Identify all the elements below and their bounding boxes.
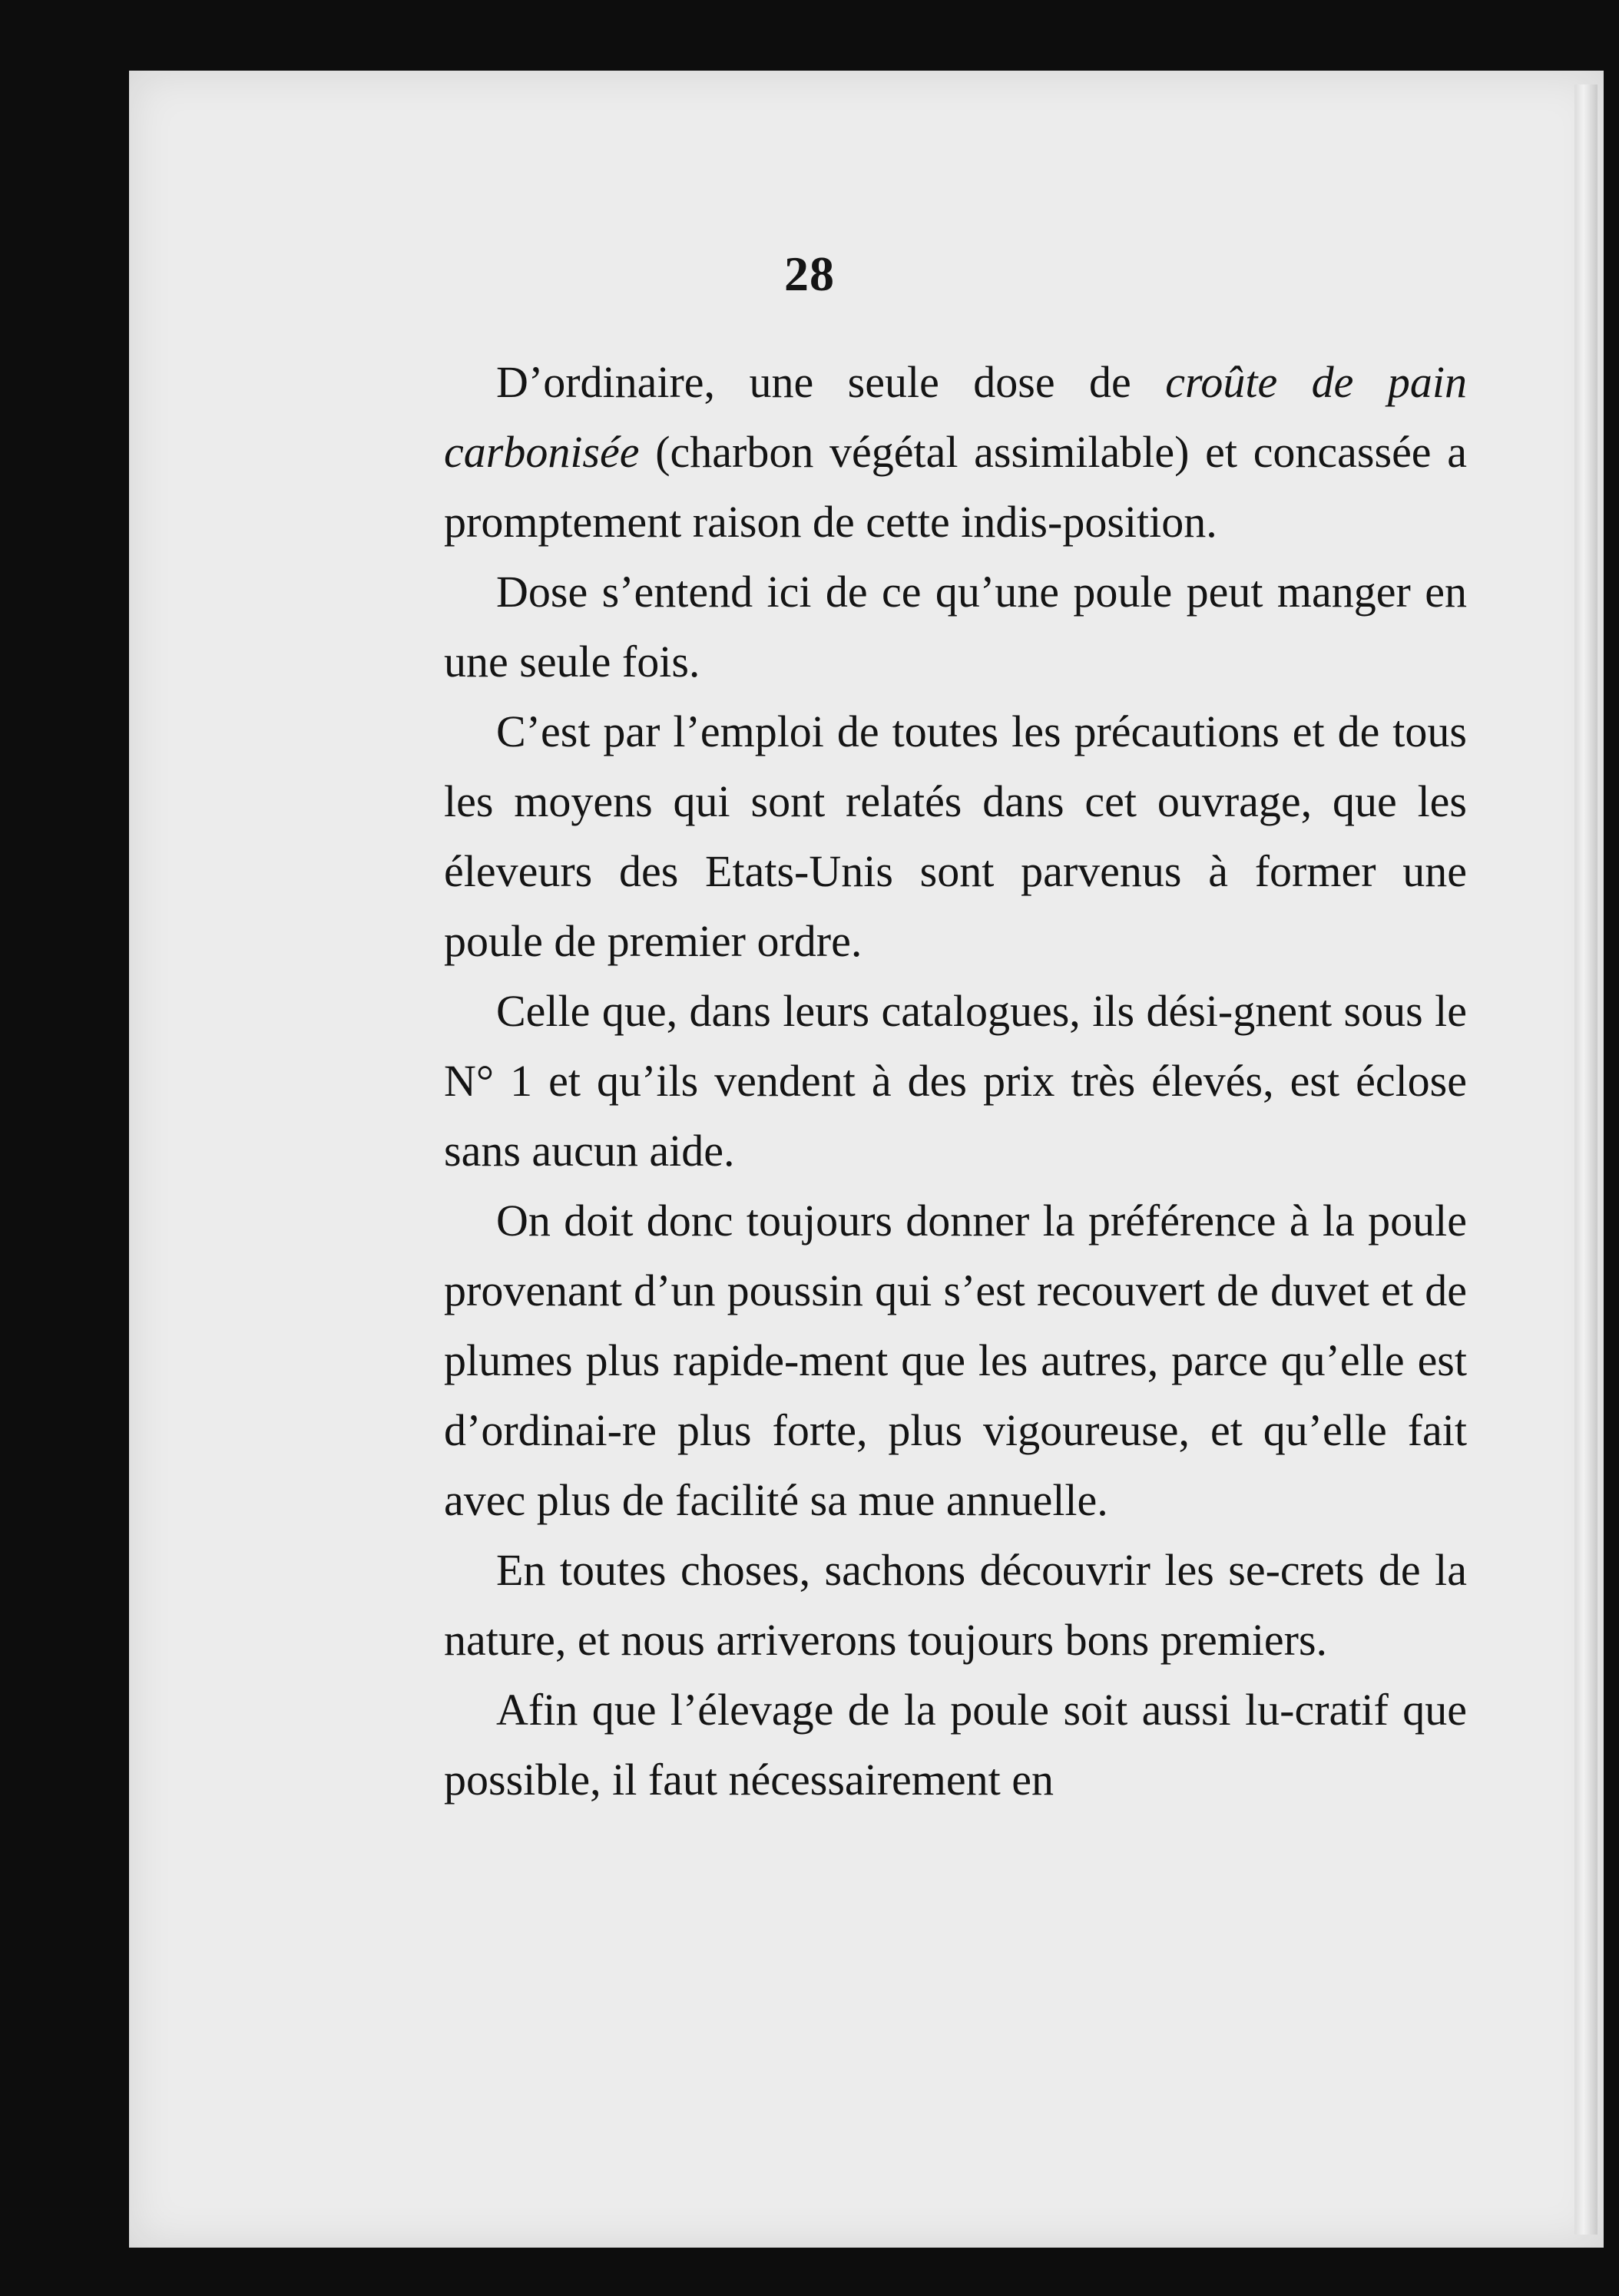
page-edge	[1574, 84, 1597, 2235]
text-run: C’est par l’emploi de toutes les précautions et de tous les moyens qui sont relatés dans cet ouvrage, que les éleveurs des Etats-Unis sont parvenus à former une poule de premier ordre.	[444, 706, 1467, 966]
paragraph	[444, 1535, 1467, 1675]
text-run: En toutes choses, sachons découvrir les se-crets de la nature, et nous arriverons toujours bons premiers.	[444, 1545, 1467, 1665]
page-number: 28	[784, 246, 835, 301]
text-run: (charbon végétal assimilable) et concassée a promptement raison de cette indis-position.	[444, 427, 1467, 547]
paragraph	[444, 557, 1467, 696]
paragraph	[444, 1675, 1467, 1815]
body-text	[444, 347, 1467, 1815]
paragraph	[444, 1186, 1467, 1535]
text-run: Dose s’entend ici de ce qu’une poule peut manger en une seule fois.	[444, 567, 1467, 686]
text-run: Celle que, dans leurs catalogues, ils dési-gnent sous le N° 1 et qu’ils vendent à des prix très élevés, est éclose sans aucun aide.	[444, 986, 1467, 1176]
italic-text: croûte de pain carbonisée	[444, 357, 1467, 477]
paragraph	[444, 347, 1467, 557]
text-run: Afin que l’élevage de la poule soit aussi lu-cratif que possible, il faut nécessairement en	[444, 1685, 1467, 1805]
text-run: D’ordinaire, une seule dose de	[496, 357, 1166, 407]
paragraph	[444, 696, 1467, 976]
paragraph	[444, 976, 1467, 1186]
text-run: On doit donc toujours donner la préférence à la poule provenant d’un poussin qui s’est recouvert de duvet et de plumes plus rapide-ment que les autres, parce qu’elle est d’ordinai-re plus forte, plus vigoureuse, et qu’elle fait avec plus de facilité sa mue annuelle.	[444, 1196, 1467, 1525]
